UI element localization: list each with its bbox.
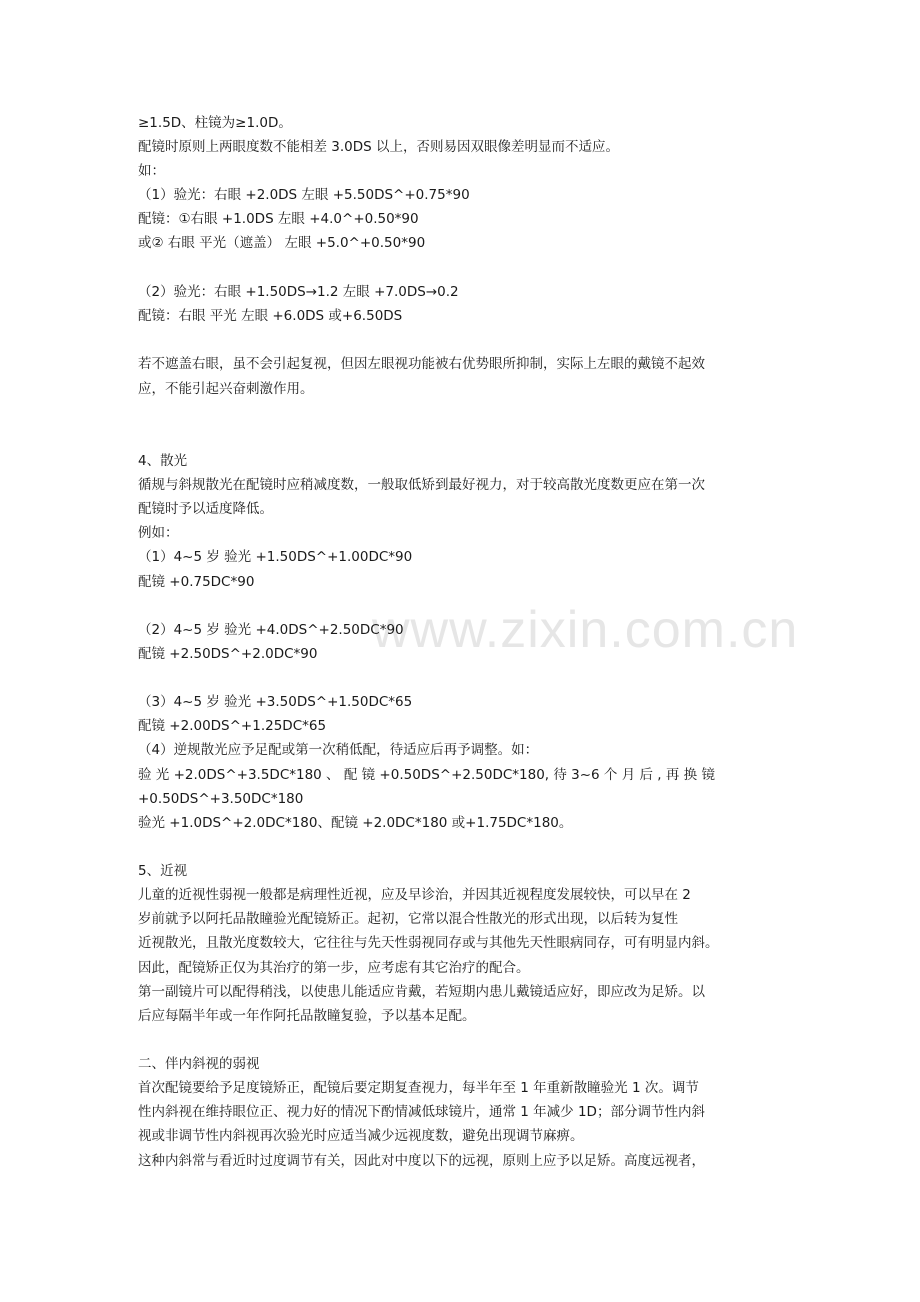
text-line: 岁前就予以阿托品散瞳验光配镜矫正。起初，它常以混合性散光的形式出现，以后转为复性 (138, 911, 678, 927)
text-line: 因此，配镜矫正仅为其治疗的第一步，应考虑有其它治疗的配合。 (138, 960, 530, 976)
text-line: （2）4~5 岁 验光 +4.0DS^+2.50DC*90 (138, 622, 404, 638)
text-line: 第一副镜片可以配得稍浅，以使患儿能适应肯戴，若短期内患儿戴镜适应好，即应改为足矫。以 (138, 984, 705, 1000)
text-line: 后应每隔半年或一年作阿托品散瞳复验，予以基本足配。 (138, 1008, 476, 1024)
text-line: 循规与斜规散光在配镜时应稍减度数，一般取低矫到最好视力，对于较高散光度数更应在第一次 (138, 477, 705, 493)
text-line: 配镜：①右眼 +1.0DS 左眼 +4.0^+0.50*90 (138, 211, 419, 227)
text-line: 如： (138, 163, 165, 179)
text-line: 配镜 +2.00DS^+1.25DC*65 (138, 718, 327, 734)
text-line: 这种内斜常与看近时过度调节有关，因此对中度以下的远视，原则上应予以足矫。高度远视者， (138, 1153, 705, 1169)
text-line: 配镜时原则上两眼度数不能相差 3.0DS 以上，否则易因双眼像差明显而不适应。 (138, 139, 620, 155)
text-line: 近视散光，且散光度数较大，它往往与先天性弱视同存或与其他先天性眼病同存，可有明显内斜。 (138, 935, 719, 951)
text-line: （3）4~5 岁 验光 +3.50DS^+1.50DC*65 (138, 694, 413, 710)
text-line: ≥1.5D、柱镜为≥1.0D。 (138, 115, 292, 131)
text-line: 配镜 +0.75DC*90 (138, 574, 255, 590)
text-line: 配镜时予以适度降低。 (138, 501, 273, 517)
text-line: 若不遮盖右眼，虽不会引起复视，但因左眼视功能被右优势眼所抑制，实际上左眼的戴镜不起效 (138, 356, 705, 372)
text-line: （2）验光：右眼 +1.50DS→1.2 左眼 +7.0DS→0.2 (138, 284, 459, 300)
section-heading: 5、近视 (138, 863, 188, 879)
text-line: 验 光 +2.0DS^+3.5DC*180 、 配 镜 +0.50DS^+2.50DC*180, 待 3~6 个 月 后 , 再 换 镜 (138, 767, 715, 783)
text-line: 性内斜视在维持眼位正、视力好的情况下酌情减低球镜片，通常 1 年减少 1D；部分调节性内斜 (138, 1104, 705, 1120)
section-heading: 4、散光 (138, 453, 188, 469)
text-line: （4）逆规散光应予足配或第一次稍低配，待适应后再予调整。如： (138, 742, 539, 758)
text-line: 首次配镜要给予足度镜矫正，配镜后要定期复查视力，每半年至 1 年重新散瞳验光 1 次。调节 (138, 1080, 699, 1096)
text-line: 配镜：右眼 平光 左眼 +6.0DS 或+6.50DS (138, 308, 403, 324)
text-line: 例如： (138, 525, 179, 541)
text-line: 视或非调节性内斜视再次验光时应适当减少远视度数，避免出现调节麻痹。 (138, 1128, 584, 1144)
text-line: 儿童的近视性弱视一般都是病理性近视，应及早诊治，并因其近视程度发展较快，可以早在 2 (138, 887, 691, 903)
text-line: （1）验光：右眼 +2.0DS 左眼 +5.50DS^+0.75*90 (138, 187, 470, 203)
text-line: 或② 右眼 平光（遮盖） 左眼 +5.0^+0.50*90 (138, 235, 426, 251)
text-line: +0.50DS^+3.50DC*180 (138, 791, 304, 807)
watermark: www.zixin.com.cn (372, 601, 799, 659)
section-heading: 二、伴内斜视的弱视 (138, 1056, 260, 1072)
text-line: 验光 +1.0DS^+2.0DC*180、配镜 +2.0DC*180 或+1.75DC*180。 (138, 815, 573, 831)
text-line: 应，不能引起兴奋刺激作用。 (138, 381, 314, 397)
text-line: （1）4~5 岁 验光 +1.50DS^+1.00DC*90 (138, 549, 413, 565)
text-line: 配镜 +2.50DS^+2.0DC*90 (138, 646, 318, 662)
